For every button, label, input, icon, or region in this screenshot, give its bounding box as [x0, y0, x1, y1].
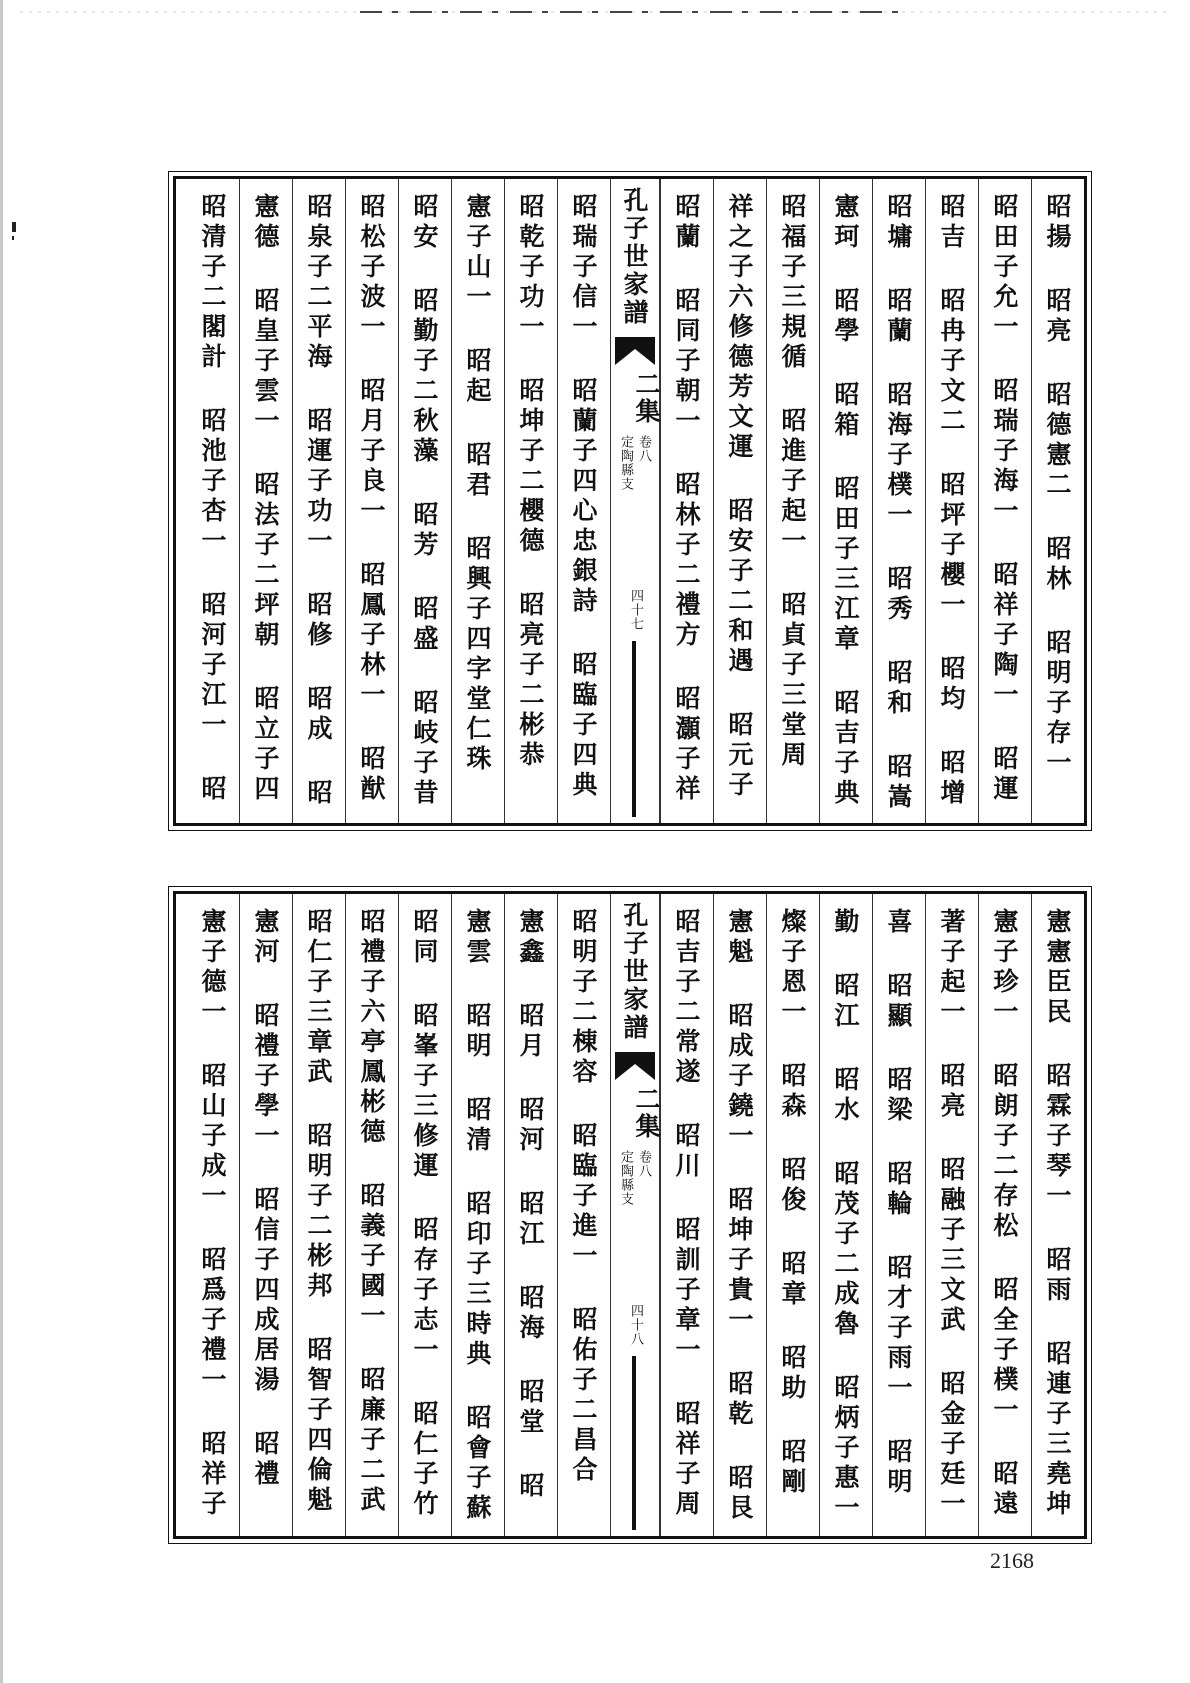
entry-column: [451, 894, 504, 1536]
entry-column: [557, 179, 610, 823]
column-text: 昭吉 昭冉子文二 昭坪子櫻一 昭均 昭增: [937, 193, 966, 809]
column-text: 昭乾子功一 昭坤子二櫻德 昭亮子二彬恭: [516, 193, 545, 771]
column-text: 憲德 昭皇子雲一 昭法子二坪朝 昭立子四: [251, 193, 280, 805]
entry-column: [1031, 179, 1084, 823]
column-text: 昭吉子二常遂 昭川 昭訓子章一 昭祥子周: [672, 908, 701, 1520]
scan-top-rule: [20, 0, 1170, 18]
column-text: 著子起一 昭亮 昭融子三文武 昭金子廷一: [937, 908, 966, 1520]
column-text: 憲子德一 昭山子成一 昭爲子禮一 昭祥子: [198, 908, 227, 1520]
column-text: 憲子珍一 昭朗子二存松 昭全子樸一 昭遠: [990, 908, 1019, 1520]
center-rule: [632, 641, 636, 817]
column-text: 燦子恩一 昭森 昭俊 昭章 昭助 昭剛: [778, 908, 807, 1498]
column-text: 昭安 昭勤子二秋藻 昭芳 昭盛 昭岐子昔: [410, 193, 439, 809]
page-columns: [176, 179, 1084, 823]
column-text: 昭揚 昭亮 昭德憲二 昭林 昭明子存一: [1043, 193, 1072, 779]
genealogy-page-48: [173, 891, 1087, 1539]
entry-column: [978, 894, 1031, 1536]
entry-column: [398, 894, 451, 1536]
column-text: 昭松子波一 昭月子良一 昭鳳子林一 昭猷: [357, 193, 386, 805]
entry-column: [398, 179, 451, 823]
entry-column: [186, 894, 239, 1536]
page-number: 2168: [990, 1548, 1034, 1573]
fish-tail-mark: [615, 1052, 655, 1080]
column-text: 昭福子三規循 昭進子起一 昭貞子三堂周: [778, 193, 807, 771]
center-rule: [632, 1356, 636, 1530]
entry-column: [819, 894, 872, 1536]
entry-column: [766, 179, 819, 823]
book-title: 孔子世家譜: [620, 902, 649, 1042]
entry-column: [978, 179, 1031, 823]
entry-column: [557, 894, 610, 1536]
column-text: 昭蘭 昭同子朝一 昭林子二禮方 昭灝子祥: [672, 193, 701, 805]
scan-speck: [12, 222, 16, 232]
entry-column: [925, 894, 978, 1536]
entry-column: [504, 894, 557, 1536]
column-text: 昭同 昭峯子三修運 昭存子志一 昭仁子竹: [410, 908, 439, 1520]
column-text: 憲珂 昭學 昭箱 昭田子三江章 昭吉子典: [831, 193, 860, 809]
column-text: 昭明子二棟容 昭臨子進一 昭佑子二昌合: [569, 908, 598, 1486]
entry-column: [451, 179, 504, 823]
branch-label: 定陶縣支: [618, 1150, 633, 1206]
column-text: 昭禮子六亭鳳彬德 昭義子國一 昭廉子二武: [357, 908, 386, 1516]
column-text: 勤 昭江 昭水 昭茂子二成魯 昭炳子惠一: [831, 908, 860, 1524]
entry-column: [345, 894, 398, 1536]
volume-label: 卷八: [636, 1150, 651, 1178]
folio-number: 四十七: [628, 589, 643, 631]
page-columns: [176, 894, 1084, 1536]
entry-column: [819, 179, 872, 823]
entry-column: [345, 179, 398, 823]
volume-label: 卷八: [636, 435, 651, 463]
folio-number: 四十八: [628, 1304, 643, 1346]
entry-column: [186, 179, 239, 823]
column-text: 昭泉子二平海 昭運子功一 昭修 昭成 昭: [304, 193, 333, 809]
book-title: 孔子世家譜: [620, 187, 649, 327]
genealogy-page-47: [173, 176, 1087, 826]
entry-column: [660, 894, 713, 1536]
entry-column: [713, 179, 766, 823]
entry-column: [292, 179, 345, 823]
column-text: 昭田子允一 昭瑞子海一 昭祥子陶一 昭運: [990, 193, 1019, 805]
collection-label: 二集: [632, 1086, 661, 1140]
column-text: 祥之子六修德芳文運 昭安子二和遇 昭元子: [725, 193, 754, 801]
column-text: 昭清子二閣計 昭池子杏一 昭河子江一 昭: [198, 193, 227, 805]
center-fold-column: [610, 894, 660, 1536]
scan-speck: [12, 236, 14, 240]
entry-column: [872, 894, 925, 1536]
column-text: 憲河 昭禮子學一 昭信子四成居湯 昭禮: [251, 908, 280, 1490]
column-text: 昭瑞子信一 昭蘭子四心忠銀詩 昭臨子四典: [569, 193, 598, 801]
entry-column: [239, 179, 292, 823]
entry-column: [713, 894, 766, 1536]
entry-column: [504, 179, 557, 823]
column-text: 昭仁子三章武 昭明子二彬邦 昭智子四倫魁: [304, 908, 333, 1516]
column-text: 憲憲臣民 昭霖子琴一 昭雨 昭連子三堯坤: [1043, 908, 1072, 1520]
scan-left-edge: [0, 0, 3, 1683]
column-text: 憲雲 昭明 昭清 昭印子三時典 昭會子蘇: [463, 908, 492, 1524]
collection-label: 二集: [632, 371, 661, 425]
entry-column: [292, 894, 345, 1536]
column-text: 憲魁 昭成子鐃一 昭坤子貴一 昭乾 昭艮: [725, 908, 754, 1524]
entry-column: [1031, 894, 1084, 1536]
column-text: 憲子山一 昭起 昭君 昭興子四字堂仁珠: [463, 193, 492, 775]
branch-label: 定陶縣支: [618, 435, 633, 491]
entry-column: [660, 179, 713, 823]
column-text: 昭墉 昭蘭 昭海子樸一 昭秀 昭和 昭嵩: [884, 193, 913, 813]
entry-column: [872, 179, 925, 823]
center-fold-column: [610, 179, 660, 823]
entry-column: [766, 894, 819, 1536]
fish-tail-mark: [615, 337, 655, 365]
column-text: 喜 昭顯 昭梁 昭輪 昭才子雨一 昭明: [884, 908, 913, 1498]
entry-column: [239, 894, 292, 1536]
entry-column: [925, 179, 978, 823]
column-text: 憲鑫 昭月 昭河 昭江 昭海 昭堂 昭: [516, 908, 545, 1502]
